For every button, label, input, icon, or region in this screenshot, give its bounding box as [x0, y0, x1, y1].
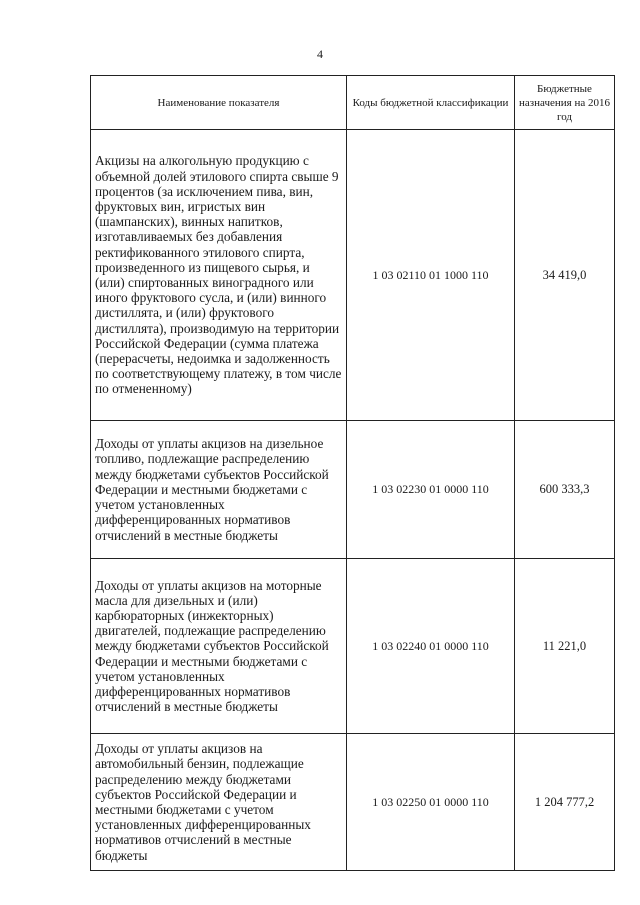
row-indicator-name: Доходы от уплаты акцизов на моторные масла для дизельных и (или) карбюраторных (инжекторных) двигателей, подлежащие распределению между бюджетами субъектов Российской Федерации и местными бюджетами с учетом установленных дифференцированных нормативов отчислений в местные бюджеты	[91, 559, 347, 734]
row-amount: 11 221,0	[515, 559, 615, 734]
page-number: 4	[317, 47, 323, 61]
row-amount: 1 204 777,2	[515, 734, 615, 871]
table-row	[91, 734, 615, 871]
row-indicator-name: Акцизы на алкогольную продукцию с объемной долей этилового спирта свыше 9 процентов (за исключением пива, вин, фруктовых вин, игристых вин (шампанских), винных напитков, изготавливаемых без добавления ректификованного этилового спирта, произведенного из пищевого сырья, и (или) спиртованных виноградного или иного фруктового сусла, и (или) винного дистиллята, и (или) фруктового дистиллята), производимую на территории Российской Федерации (сумма платежа (перерасчеты, недоимка и задолженность по соответствующему платежу, в том числе по отмененному)	[91, 130, 347, 421]
row-budget-code: 1 03 02230 01 0000 110	[347, 421, 515, 559]
table-row	[91, 421, 615, 559]
row-indicator-name: Доходы от уплаты акцизов на автомобильный бензин, подлежащие распределению между бюджетами субъектов Российской Федерации и местными бюджетами с учетом установленных дифференцированных нормативов отчислений в местные бюджеты	[91, 734, 347, 871]
row-budget-code: 1 03 02110 01 1000 110	[347, 130, 515, 421]
header-budget-codes: Коды бюджетной классификации	[347, 76, 515, 130]
row-amount: 34 419,0	[515, 130, 615, 421]
row-indicator-name: Доходы от уплаты акцизов на дизельное топливо, подлежащие распределению между бюджетами субъектов Российской Федерации и местными бюджетами с учетом установленных дифференцированных нормативов отчислений в местные бюджеты	[91, 421, 347, 559]
table-row	[91, 130, 615, 421]
header-indicator-name: Наименование показателя	[91, 76, 347, 130]
header-budget-amount: Бюджетные назначения на 2016 год	[515, 76, 615, 130]
table-row	[91, 559, 615, 734]
row-budget-code: 1 03 02250 01 0000 110	[347, 734, 515, 871]
row-amount: 600 333,3	[515, 421, 615, 559]
row-budget-code: 1 03 02240 01 0000 110	[347, 559, 515, 734]
table-header-row	[91, 76, 615, 130]
budget-table	[90, 75, 615, 871]
